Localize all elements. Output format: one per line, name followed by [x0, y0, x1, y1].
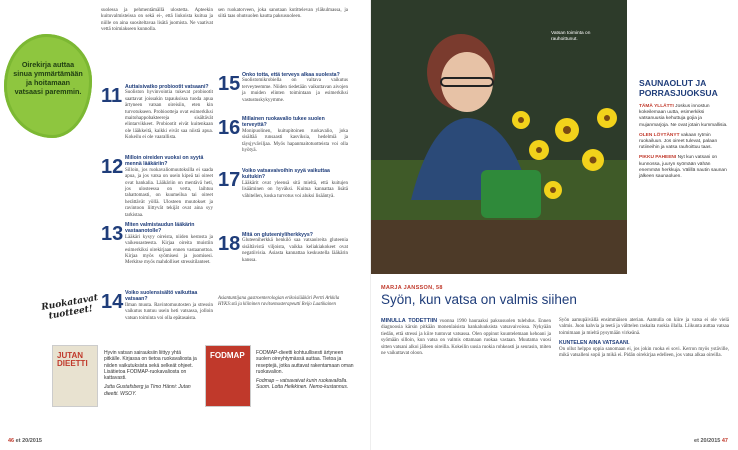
question-heading: Voiko suolensisältö vaikuttaa vatsaan? — [125, 290, 198, 303]
question-text: Lääkäri kysyy oireista, niiden kestosta ja vaikeusasteesta. Kirjaa oireita muistiin esimerkiksi oirekirjaan ennen vastaanottoa. Kirjaa myös syömisesi ja juomisesi. Merkitse myös mahdolliset stressitilanteet. — [125, 234, 213, 266]
magazine-issue: et 20/2015 — [15, 438, 42, 444]
sidebar-para — [639, 133, 731, 152]
page-number-left — [8, 438, 42, 444]
sidebar-lead: TÄMÄ YLLÄTTI — [639, 104, 674, 109]
question-heading: Onko totta, että terveys alkaa suolesta? — [242, 72, 340, 78]
page-number: 47 — [721, 438, 728, 444]
question-17 — [218, 168, 348, 200]
intro-text-col2: sen ruokatorveen, joka sanotaan kutittelevan yläkulmassa, ja siitä taas ohutsuolen kautta paksusuoleen. — [218, 8, 348, 20]
question-11 — [101, 84, 213, 142]
question-heading: Auttaisivatko probiootit vatsaani? — [125, 84, 209, 90]
book-title: JUTAN DIEETTI — [57, 351, 88, 368]
book1-credit: Jutta Gustafsberg ja Timo Hänni: Jutan dieetti. WSOY. — [104, 384, 191, 397]
book2-blurb — [256, 350, 356, 391]
question-text: Suolistomikrobiella on valtava vaikutus terveyteemme. Niiden tiedetään vaikuttavan aivojen ja muiden elinten toimintaan ja esimerkiksi vastustuskykyymme. — [242, 78, 348, 103]
article-subheading: KUNTELEN AINA VATSAANI. — [559, 340, 630, 347]
page-number: 46 — [8, 438, 15, 444]
book-cover-fodmap — [205, 345, 251, 407]
question-text: Gluteeniherkkä henkilö saa vatsaoireita gluteenia sisältävistä viljoista, vaikka keliakiakokeet ovat negatiivisia. Asiasta kannattaa keskustella lääkärin kanssa. — [242, 238, 348, 263]
article-col1 — [381, 318, 551, 357]
question-number: 12 — [101, 156, 124, 178]
question-text: Suoliston hyvinvointia tukevat probiootit saattavat joissakin tapauksissa tuoda apua ärtyneen vatsan oireisiin, eten kin turvotukseen. Probiootteja ovat esimerkiksi maitohappobakteereja sisältävät elintarvikkeet. Probiootit eivät kuitenkaan ole lääkkeitä, kaikki eivät saa niistä apua. Kokeilu ei ole vaarallista. — [125, 90, 213, 141]
page-number-right — [694, 438, 728, 444]
sidebar-text: Nyt kun vatsani on kunnossa, juuryn syömään vähän enemmän herkkuja. Välillä nautin saunan jälkeen saunaoluen. — [639, 155, 727, 180]
book-cover-jutan-dieetti — [52, 345, 98, 407]
question-number: 16 — [218, 117, 241, 139]
question-heading: Voiko vatsavaivoihin syyä vaikuttaa kuitukin? — [242, 168, 330, 181]
article-col1-text: vuonna 1990 hauraaksi paksusuolen tulehdus. Ennen diagnoosia kärsin pitkään monenlaisista hankaluuksista vatsavaivoissa. Nykyään tiedän, että stressi ja kiire tuntuvat vatsassa. Olen oppinut kuuntelemaan kehoani ja syömään silloin, kun vatsa on valmis ottamaan ruokaa vastaan. Muutama vuosi sitten vatsani alkoi jälleen oireilla. Kokeilin uusia ruokia rohkeasti ja seurasin, miten ne vaikuttavat oloon. — [381, 319, 552, 357]
question-13 — [101, 222, 213, 267]
question-14 — [101, 290, 213, 322]
article-col2-text: Syön aamupäivällä ensimmäisen aterian. Aamulla on kiire ja vatsa ei ole vielä valmis. Juon kahvia ja teetä ja välttelen raskaita ruokia illalla. Liikunta auttaa vatsaa toimimaan ja mieltä pysymään virkeänä. — [559, 318, 729, 336]
book-title: FODMAP — [210, 351, 245, 360]
question-heading: Millainen ruokavalio tukee suolen terveyttä? — [242, 116, 325, 129]
byline: MARJA JANSSON, 58 — [381, 285, 443, 291]
lead-drop: MINULLA TODETTIIN — [381, 318, 438, 324]
photo-caption: Vatsan toiminta on rauhoittunut. — [551, 31, 591, 42]
question-number: 13 — [101, 223, 124, 245]
question-15 — [218, 72, 348, 104]
question-number: 18 — [218, 233, 241, 255]
sidebar-lead: OLEN LÖYTÄNYT — [639, 132, 680, 138]
question-text: Silloin, jos ruokavaliomuutoksilla ei saada apua, ja jos vatsa on usein kipeä tai oireet ovat hankalia. Lääkäriin on mentävä heti, jos ulosteessa on verta, laihtuu tahattomasti, on kuumeilua tai oireet herättävät yöllä. Ulosteen muutokset ja ravintoon liittyvät tekijät ovat aina syy tarkistaa. — [125, 167, 213, 218]
question-18 — [218, 232, 348, 264]
question-12 — [101, 155, 213, 219]
question-number: 17 — [218, 169, 241, 191]
sidebar-para — [639, 155, 731, 180]
question-text: Lääkärit ovat yleensä sitä mieltä, että kuitujen lisääminen on hyväksi. Kuitua kannattaa lisätä vähitellen, koska turvotus voi aluksi lisääntyä. — [242, 180, 348, 199]
question-number: 15 — [218, 73, 241, 95]
sidebar-text: Joskus innostun kokeilemaan uutta, esimerkiksi vatsanuusia kehuttuja gojia ja mujanmarjoja. Ne ovat jotain kummallisia. — [639, 104, 728, 128]
book2-text: FODMAP-dieetti kohtuullisesti ärtyneen suolen oireyhtymässä auttaa. Tietoa ja reseptejä, jotka auttavat rakentamaan oman ruokavalion. — [256, 350, 354, 375]
handwritten-heading: Ruokatavat tuotteet! — [40, 293, 99, 322]
question-text: Ilman muuta. Ravintomuutosten ja stressin vaikutus tuntuu usein heti vatsassa, jolloin vatsan toiminta voi olla epätasaista. — [125, 302, 213, 321]
question-heading: Milloin oireiden vuoksi on syytä mennä lääkäriin? — [125, 155, 204, 168]
question-heading: Mitä on gluteeniyliherkkyys? — [242, 232, 313, 238]
right-page — [370, 0, 738, 450]
article-col2 — [559, 318, 729, 359]
sidebar-text: vakaan rytmin ruokailuun. Jos oireet tulevat, palaan rutiineihin ja vatsa rauhoittuu taas. — [639, 132, 718, 151]
question-16 — [218, 116, 348, 154]
sidebar-title: SAUNAOLUT JA PORRASJUOKSUA — [639, 78, 718, 98]
question-number: 14 — [101, 291, 124, 313]
sidebar-para — [639, 104, 731, 129]
book1-blurb — [104, 350, 199, 397]
article-title: Syön, kun vatsa on valmis siihen — [381, 292, 577, 307]
pull-quote: Oirekirja auttaa sinua ymmärtämään ja hoitamaan vatsaasi paremmin. — [13, 60, 83, 96]
magazine-issue: et 20/2015 — [694, 438, 721, 444]
question-number: 11 — [101, 85, 123, 107]
intro-text-col1: suolessa ja pehmentämällä ulostetta. Apteekin kuituvalmisteissa on sekä ei-, että liukoista kuitua ja niille on aina suositeltavaa lisätä juomista. Ne vaativat vettä toimiakseen kunnolla. — [101, 8, 213, 33]
question-heading: Miten valmistaudun lääkärin vastaanotolle? — [125, 222, 195, 235]
question-text: Monipuolinen, kuitupitoinen ruokavalio, joka sisältää runsaasti kasviksia, hedelmiä ja täysjyväviljaa. Myös hapanmaitotuotteista voi olla hyötyä. — [242, 128, 348, 154]
sidebar-lead: PIKKU PAHEENI — [639, 155, 677, 161]
book2-credit: Fodmap – vatsavaivat kurin ruokavaliolla. Suom. Lotta Heikkinen. Nemo-kustannus. — [256, 378, 349, 391]
sidebar — [639, 78, 731, 184]
book1-text: Hyvin vatsan sairauksiin liittyy yhtä pitkälle. Kirjassa on tietoa ruokavaliosta ja niiden vaikutuksista sekä selkeät ohjeet. Lisätietoa FODMAP-ruokavaliosta on kattavasti. — [104, 350, 197, 382]
article-col2b-text: On ollut helppo oppia sanomaan ei, jos jokin ruoka ei sovi. Kerron myös ystäville, mikä vatsalleni sopii ja mikä ei. Pidän oirekirjaa edelleen, jos vatsa alkaa oireilla. — [559, 346, 729, 359]
expert-note: Asiantuntijana gastroenterologian erikoislääkäri Pertti Arkkila HYKS:stä ja kliininen ravitsemusterapeutti Reijo Laatikainen — [218, 296, 340, 307]
